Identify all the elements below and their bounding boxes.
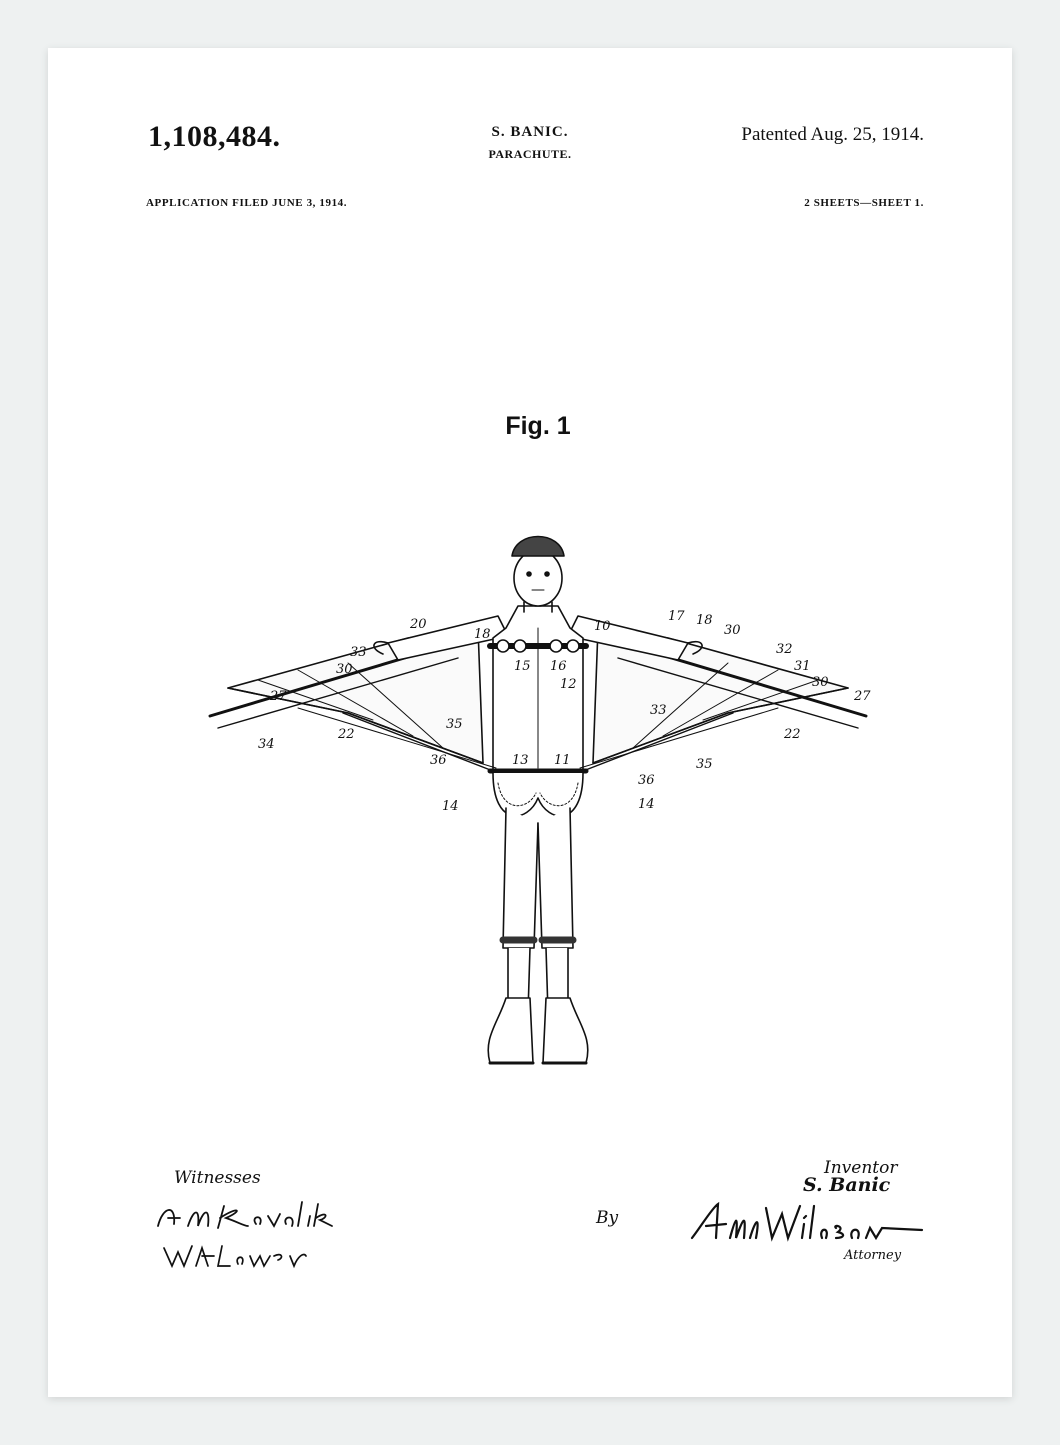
figure-label: Fig. 1 [505, 412, 571, 440]
patent-sheet [48, 48, 1012, 1397]
inventor-signature: S. Banic [803, 1174, 891, 1196]
ref-numeral: 30 [336, 662, 353, 677]
ref-numeral: 27 [854, 689, 871, 704]
ref-numeral: 35 [446, 717, 463, 732]
ref-numeral: 30 [812, 675, 829, 690]
witness-2-signature [158, 1238, 318, 1272]
ref-numeral: 33 [650, 703, 667, 718]
ref-numeral: 11 [554, 753, 571, 768]
ref-numeral: 10 [594, 619, 611, 634]
ref-numeral: 34 [258, 737, 275, 752]
ref-numeral: 31 [794, 659, 811, 674]
ref-numeral: 36 [430, 753, 447, 768]
ref-numeral: 36 [638, 773, 655, 788]
parachute-drawing [198, 478, 878, 1088]
ref-numeral: 14 [442, 799, 459, 814]
ref-numeral: 18 [696, 613, 713, 628]
invention-title: PARACHUTE. [488, 147, 572, 161]
sheet-count: 2 SHEETS—SHEET 1. [804, 197, 924, 209]
ref-numeral: 32 [776, 642, 793, 657]
inventor-name: S. BANIC. [491, 124, 569, 140]
patented-date: Patented Aug. 25, 1914. [741, 124, 924, 145]
application-filed: APPLICATION FILED JUNE 3, 1914. [146, 197, 348, 209]
attorney-label: Attorney [844, 1248, 902, 1263]
ref-numeral: 20 [410, 617, 427, 632]
ref-numeral: 16 [550, 659, 567, 674]
ref-numeral: 33 [350, 645, 367, 660]
ref-numeral: 22 [338, 727, 355, 742]
attorney-signature [686, 1198, 926, 1248]
ref-numeral: 18 [474, 627, 491, 642]
ref-numeral: 35 [696, 757, 713, 772]
by-label: By [596, 1208, 619, 1228]
ref-numeral: 30 [724, 623, 741, 638]
ref-numeral: 17 [668, 609, 685, 624]
witness-1-signature [148, 1196, 358, 1236]
ref-numeral: 14 [638, 797, 655, 812]
ref-numeral: 12 [560, 677, 577, 692]
ref-numeral: 22 [784, 727, 801, 742]
ref-numeral: 15 [514, 659, 531, 674]
ref-numeral: 27 [270, 689, 287, 704]
ref-numeral: 13 [512, 753, 529, 768]
patent-number: 1,108,484. [148, 120, 281, 153]
witnesses-label: Witnesses [174, 1168, 261, 1188]
inventor-label: Inventor [824, 1158, 898, 1178]
